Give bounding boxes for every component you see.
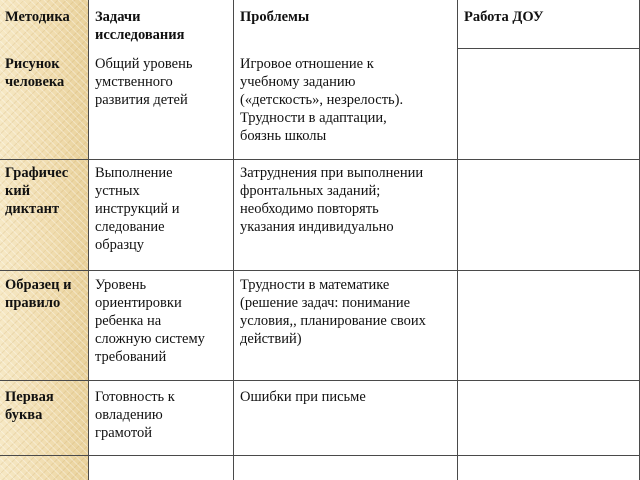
- row-divider: [457, 48, 640, 49]
- row-divider: [0, 159, 640, 160]
- row-method: Графичес кий диктант: [5, 165, 69, 217]
- row-task: Общий уровень умственного развития детей: [95, 56, 193, 108]
- row-method: Образец и правило: [5, 277, 72, 311]
- header-method: Методика: [5, 9, 70, 25]
- row-divider: [0, 455, 640, 456]
- row-divider: [0, 270, 640, 271]
- row-problem: Ошибки при письме: [240, 389, 366, 405]
- row-problem: Игровое отношение к учебному заданию («детскость», незрелость). Трудности в адаптации, боязнь школы: [240, 56, 404, 144]
- column-divider: [233, 0, 234, 480]
- header-tasks: Задачи исследования: [95, 9, 185, 43]
- row-task: Выполнение устных инструкций и следование образцу: [95, 165, 180, 253]
- column-divider: [88, 0, 89, 480]
- row-method: Рисунок человека: [5, 56, 65, 90]
- row-problem: Затруднения при выполнении фронтальных заданий; необходимо повторять указания индивидуально: [240, 165, 424, 235]
- row-problem: Трудности в математике (решение задач: понимание условия,, планирование своих действий): [240, 277, 426, 347]
- row-task: Уровень ориентировки ребенка на сложную систему требований: [95, 277, 205, 365]
- header-problems: Проблемы: [240, 9, 310, 25]
- column-divider: [457, 0, 458, 480]
- row-divider: [0, 380, 640, 381]
- row-method: Первая буква: [5, 389, 54, 423]
- row-task: Готовность к овладению грамотой: [95, 389, 175, 441]
- header-dou: Работа ДОУ: [464, 9, 544, 25]
